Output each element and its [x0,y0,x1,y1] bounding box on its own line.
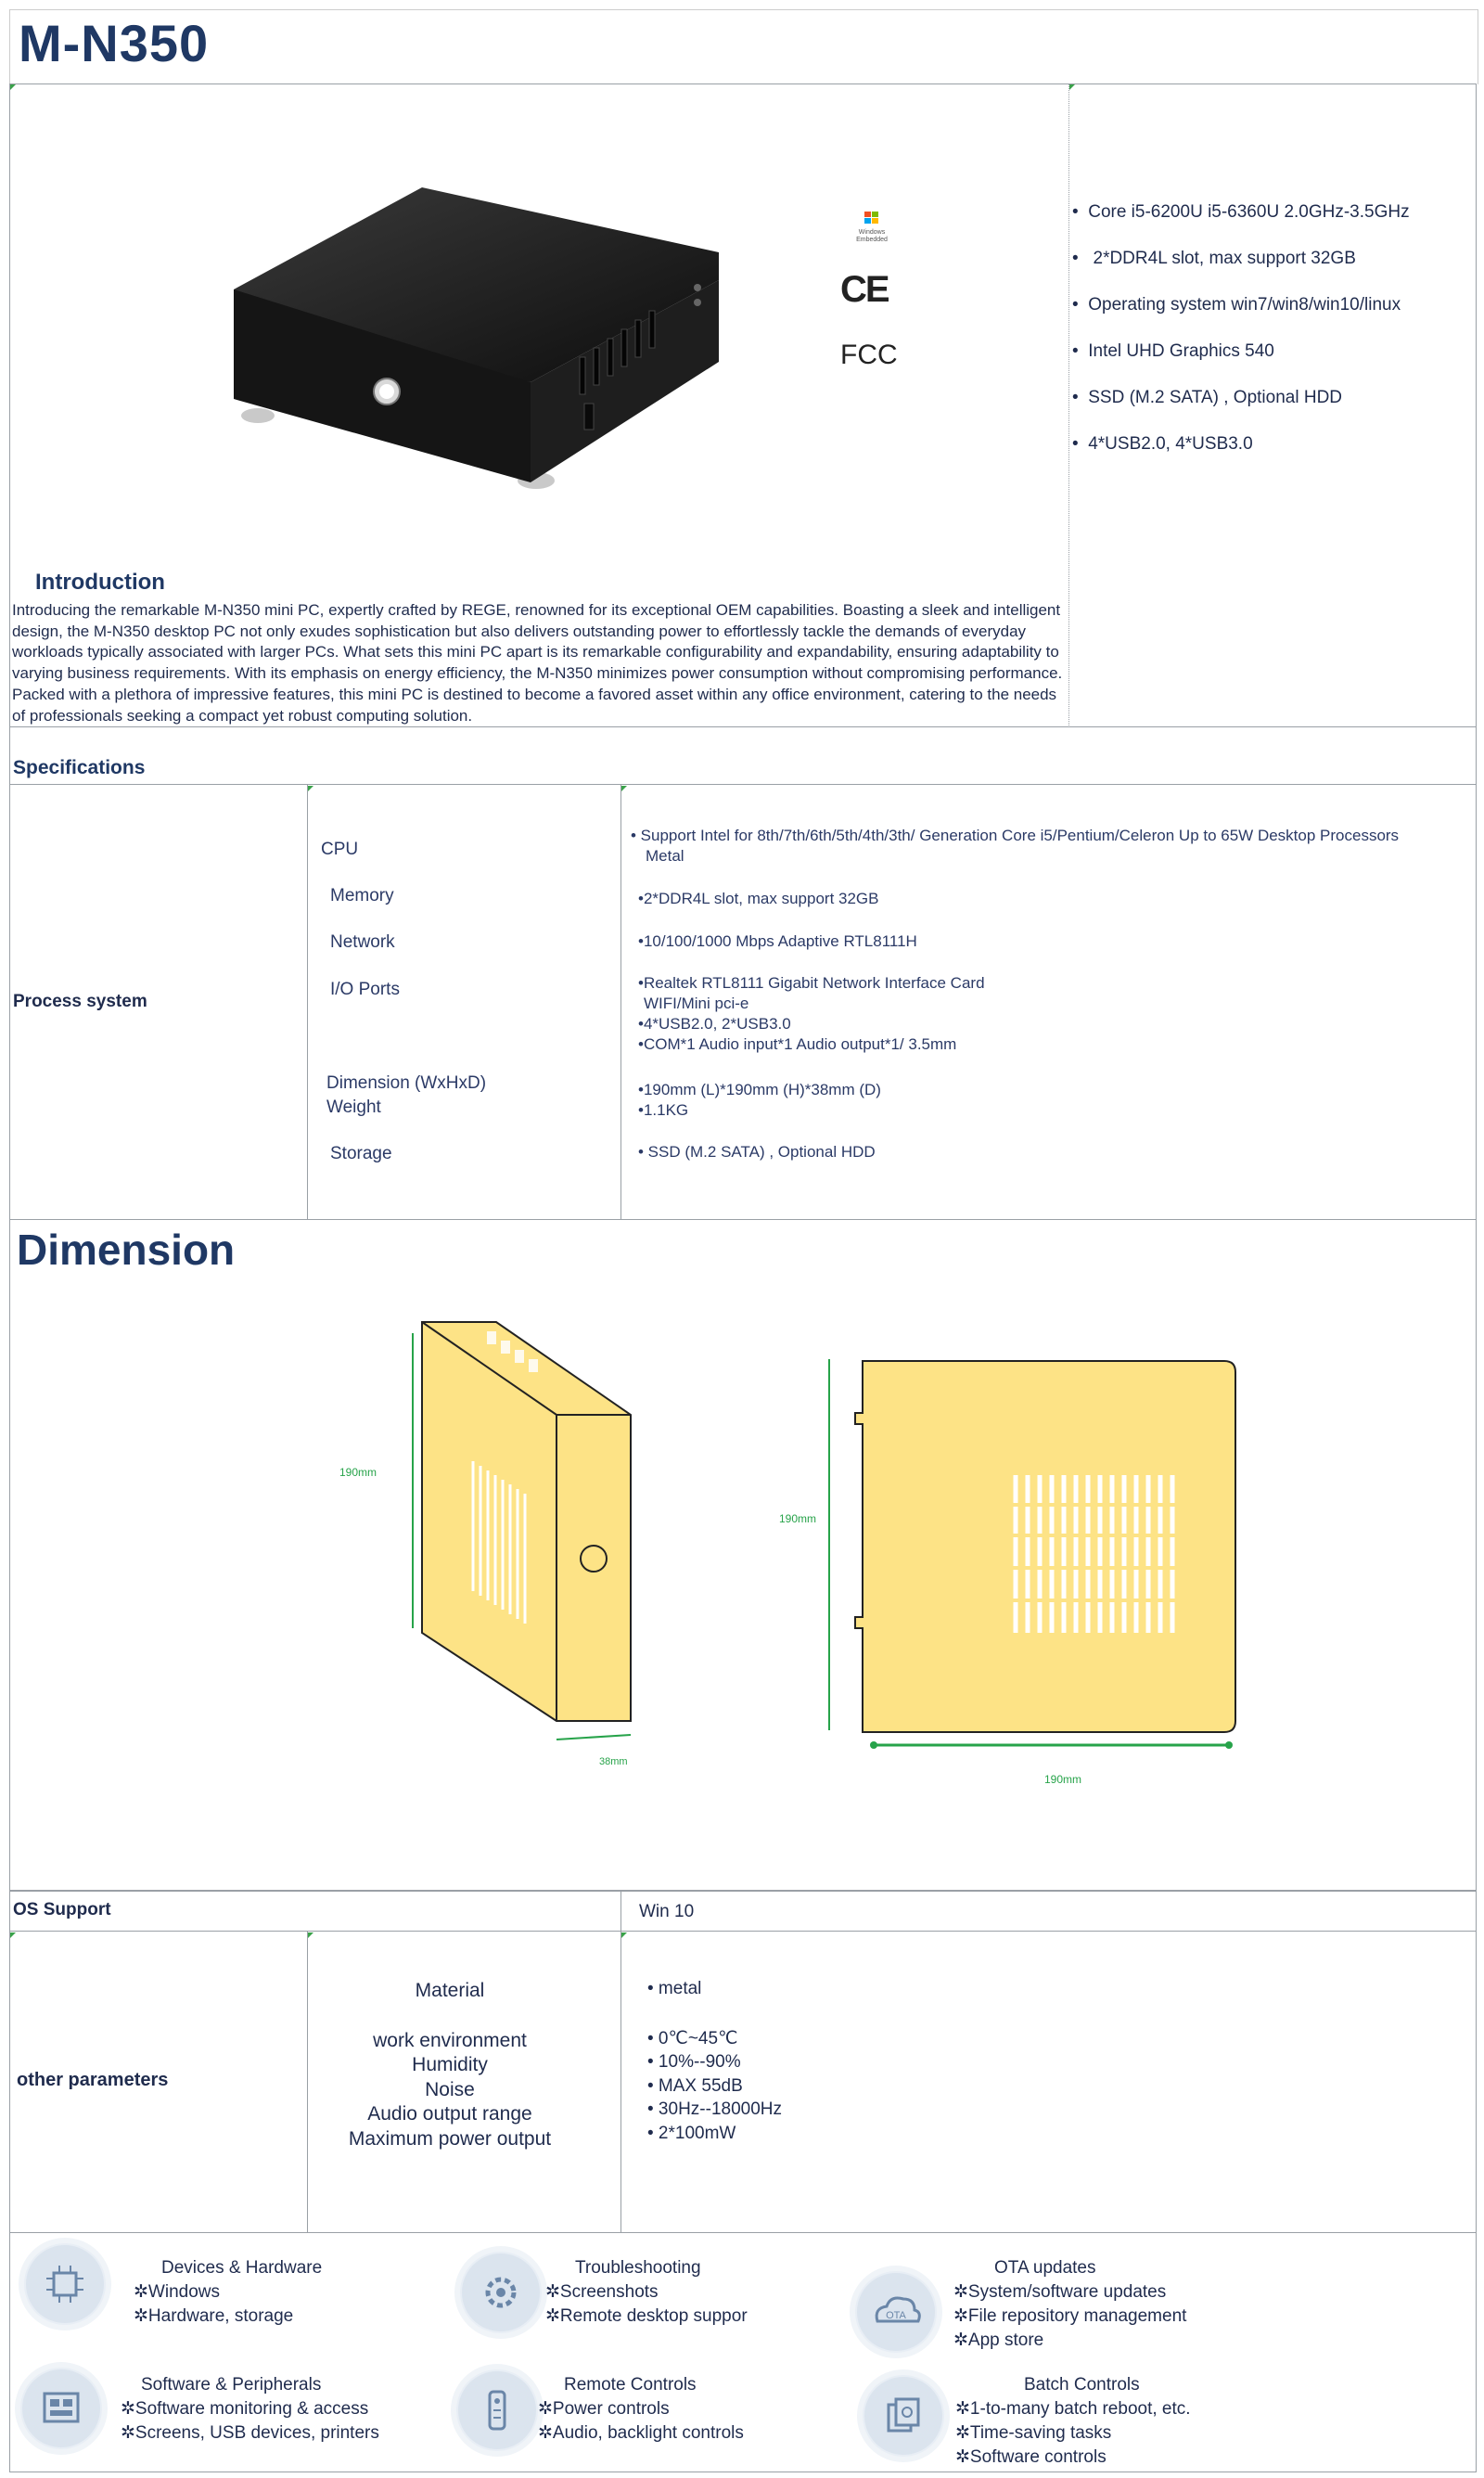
page-title: M-N350 [19,14,210,72]
feature-item: • Core i5-6200U i5-6360U 2.0GHz-3.5GHz [1072,202,1410,222]
os-row [9,1891,1477,1932]
feature-item: • 2*DDR4L slot, max support 32GB [1072,249,1356,268]
windows-flag-icon [864,212,879,225]
spec-value-io: •Realtek RTL8111 Gigabit Network Interface Card WIFI/Mini pci-e •4*USB2.0, 2*USB3.0 •COM*1 Audio input*1 Audio output*1/ 3.5mm [638,974,985,1053]
svg-text:OTA: OTA [886,2310,906,2321]
spec-value-network: •10/100/1000 Mbps Adaptive RTL8111H [638,932,917,950]
feature-list [1072,202,1462,481]
batch-icon [863,2375,944,2457]
intro-heading: Introduction [35,570,165,595]
left-depth-label: 38mm [599,1756,628,1767]
service-block-remote: Remote Controls ✲Power controls ✲Audio, backlight controls [538,2375,744,2443]
left-height-label: 190mm [339,1466,377,1479]
dimension-drawing-angled [325,1313,677,1777]
feature-item: • Intel UHD Graphics 540 [1072,341,1274,361]
spec-value-storage: • SSD (M.2 SATA) , Optional HDD [638,1143,876,1161]
spec-label-weight: Weight [326,1098,381,1117]
os-value: Win 10 [639,1902,695,1921]
spec-label-cpu: CPU [321,840,359,859]
windows-embedded-logo: Windows Embedded [851,212,892,244]
feature-item: • Operating system win7/win8/win10/linux [1072,295,1401,315]
other-params-label: other parameters [17,2070,169,2090]
feature-item: • 4*USB2.0, 4*USB3.0 [1072,434,1253,454]
specs-heading: Specifications [13,757,146,778]
intro-text: Introducing the remarkable M-N350 mini PC, expertly crafted by REGE, renowned for its exceptional OEM capabilities. Boasting a sleek and intelligent design, the M-N350 desktop PC not only exudes sophistication but also delivers outstanding power to effortlessly tackle the demands of everyday workloads typically associated with larger PCs. What sets this mini PC apart is its remarkable configurability and expandability, ensuring adaptability to varying business requirements. With its emphasis on energy efficiency, the M-N350 minimizes power consumption without compromising performance. Packed with a plethora of impressive features, this mini PC is destined to become a favored asset within any office environment, catering to the needs of professionals seeking a compact yet robust computing solution. [12,601,1063,725]
right-width-label: 190mm [1044,1773,1082,1786]
right-height-label: 190mm [779,1512,817,1525]
software-icon [20,2368,102,2449]
spec-value-dimension: •190mm (L)*190mm (H)*38mm (D) [638,1081,881,1098]
spec-heading-row [9,727,1477,785]
dimension-heading: Dimension [17,1226,236,1274]
spec-label-network: Network [330,932,395,952]
spec-value-weight: •1.1KG [638,1101,689,1119]
spec-label-io: I/O Ports [330,980,400,999]
spec-label-dimension: Dimension (WxHxD) [326,1073,487,1093]
feature-item: • SSD (M.2 SATA) , Optional HDD [1072,388,1343,407]
ce-mark: CE [840,269,889,310]
os-label: OS Support [13,1900,111,1919]
chip-icon [24,2243,106,2325]
cloud-ota-icon [855,2271,937,2353]
service-block-devices: Devices & Hardware ✲Windows ✲Hardware, storage [134,2258,323,2326]
dimension-drawing-front [816,1350,1252,1767]
spec-value-cpu: • Support Intel for 8th/7th/6th/5th/4th/3th/ Generation Core i5/Pentium/Celeron Up to 65W Desktop Processors Metal [631,827,1400,865]
gear-icon [460,2252,542,2333]
remote-icon [456,2369,538,2451]
service-block-batch: Batch Controls ✲1-to-many batch reboot, etc. ✲Time-saving tasks ✲Software controls [955,2375,1191,2467]
spec-group-label: Process system [13,992,147,1011]
service-block-troubleshooting: Troubleshooting ✲Screenshots ✲Remote desktop suppor [545,2258,748,2326]
product-image [223,176,723,501]
fcc-mark: FCC [840,340,898,370]
spec-label-storage: Storage [330,1144,392,1163]
spec-value-memory: •2*DDR4L slot, max support 32GB [638,890,879,907]
dimension-section [9,1220,1477,1891]
service-block-ota: OTA updates ✲System/software updates ✲File repository management ✲App store [953,2258,1187,2350]
header-bar [9,9,1478,84]
spec-label-memory: Memory [330,886,394,905]
other-param-names: Material work environment Humidity Noise Audio output range Maximum power output [348,1980,552,2150]
service-block-software: Software & Peripherals ✲Software monitoring & access ✲Screens, USB devices, printers [121,2375,379,2443]
other-param-values: • metal • 0℃~45℃ • 10%--90% • MAX 55dB • 30Hz--18000Hz • 2*100mW [647,1979,782,2143]
